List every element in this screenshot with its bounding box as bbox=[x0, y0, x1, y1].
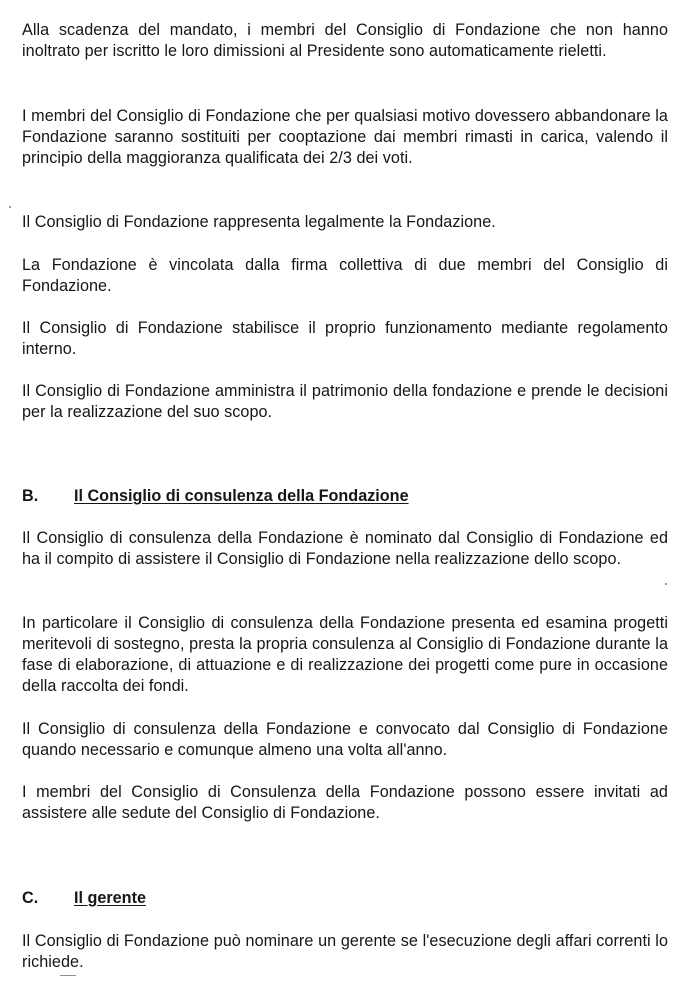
section-c-letter: C. bbox=[22, 889, 39, 907]
section-b-title: Il Consiglio di consulenza della Fondazione bbox=[74, 487, 409, 505]
paragraph-manager-appointment: Il Consiglio di Fondazione può nominare un gerente se l'esecuzione degli affari correnti lo richiede. bbox=[22, 932, 668, 971]
paragraph-advisory-board-tasks: In particolare il Consiglio di consulenza della Fondazione presenta ed esamina progetti meritevoli di sostegno, presta la propria consulenza al Consiglio di Fondazione durante la fase di elaborazione, di attuazione e di realizzazione dei progetti come pure in occasione della raccolta dei fondi. bbox=[22, 614, 668, 695]
scan-pen-mark bbox=[60, 975, 76, 976]
paragraph-mandate-expiry: Alla scadenza del mandato, i membri del Consiglio di Fondazione che non hanno inoltrato per iscritto le loro dimissioni al Presidente sono automaticamente rieletti. bbox=[22, 21, 668, 60]
paragraph-collective-signature: La Fondazione è vincolata dalla firma collettiva di due membri del Consiglio di Fondazione. bbox=[22, 256, 668, 295]
section-b-heading bbox=[22, 486, 668, 507]
paragraph-internal-regulation: Il Consiglio di Fondazione stabilisce il proprio funzionamento mediante regolamento interno. bbox=[22, 319, 668, 358]
section-c-title: Il gerente bbox=[74, 889, 146, 907]
section-c-heading bbox=[22, 888, 668, 909]
paragraph-legal-representation: Il Consiglio di Fondazione rappresenta legalmente la Fondazione. bbox=[22, 213, 496, 231]
paragraph-advisory-board-invitation: I membri del Consiglio di Consulenza della Fondazione possono essere invitati ad assistere alle sedute del Consiglio di Fondazione. bbox=[22, 783, 668, 822]
paragraph-member-replacement: I membri del Consiglio di Fondazione che per qualsiasi motivo dovessero abbandonare la Fondazione saranno sostituiti per cooptazione dai membri rimasti in carica, valendo il principio della maggioranza qualificata dei 2/3 dei voti. bbox=[22, 107, 668, 167]
paragraph-advisory-board-role: Il Consiglio di consulenza della Fondazione è nominato dal Consiglio di Fondazione ed ha il compito di assistere il Consiglio di Fondazione nella realizzazione dello scopo. bbox=[22, 529, 668, 568]
paragraph-asset-management: Il Consiglio di Fondazione amministra il patrimonio della fondazione e prende le decisioni per la realizzazione del suo scopo. bbox=[22, 382, 668, 421]
paragraph-advisory-board-convocation: Il Consiglio di consulenza della Fondazione e convocato dal Consiglio di Fondazione quando necessario e comunque almeno una volta all'anno. bbox=[22, 720, 668, 759]
scan-speck bbox=[9, 206, 11, 208]
section-b-letter: B. bbox=[22, 487, 39, 505]
scan-speck bbox=[665, 583, 667, 585]
